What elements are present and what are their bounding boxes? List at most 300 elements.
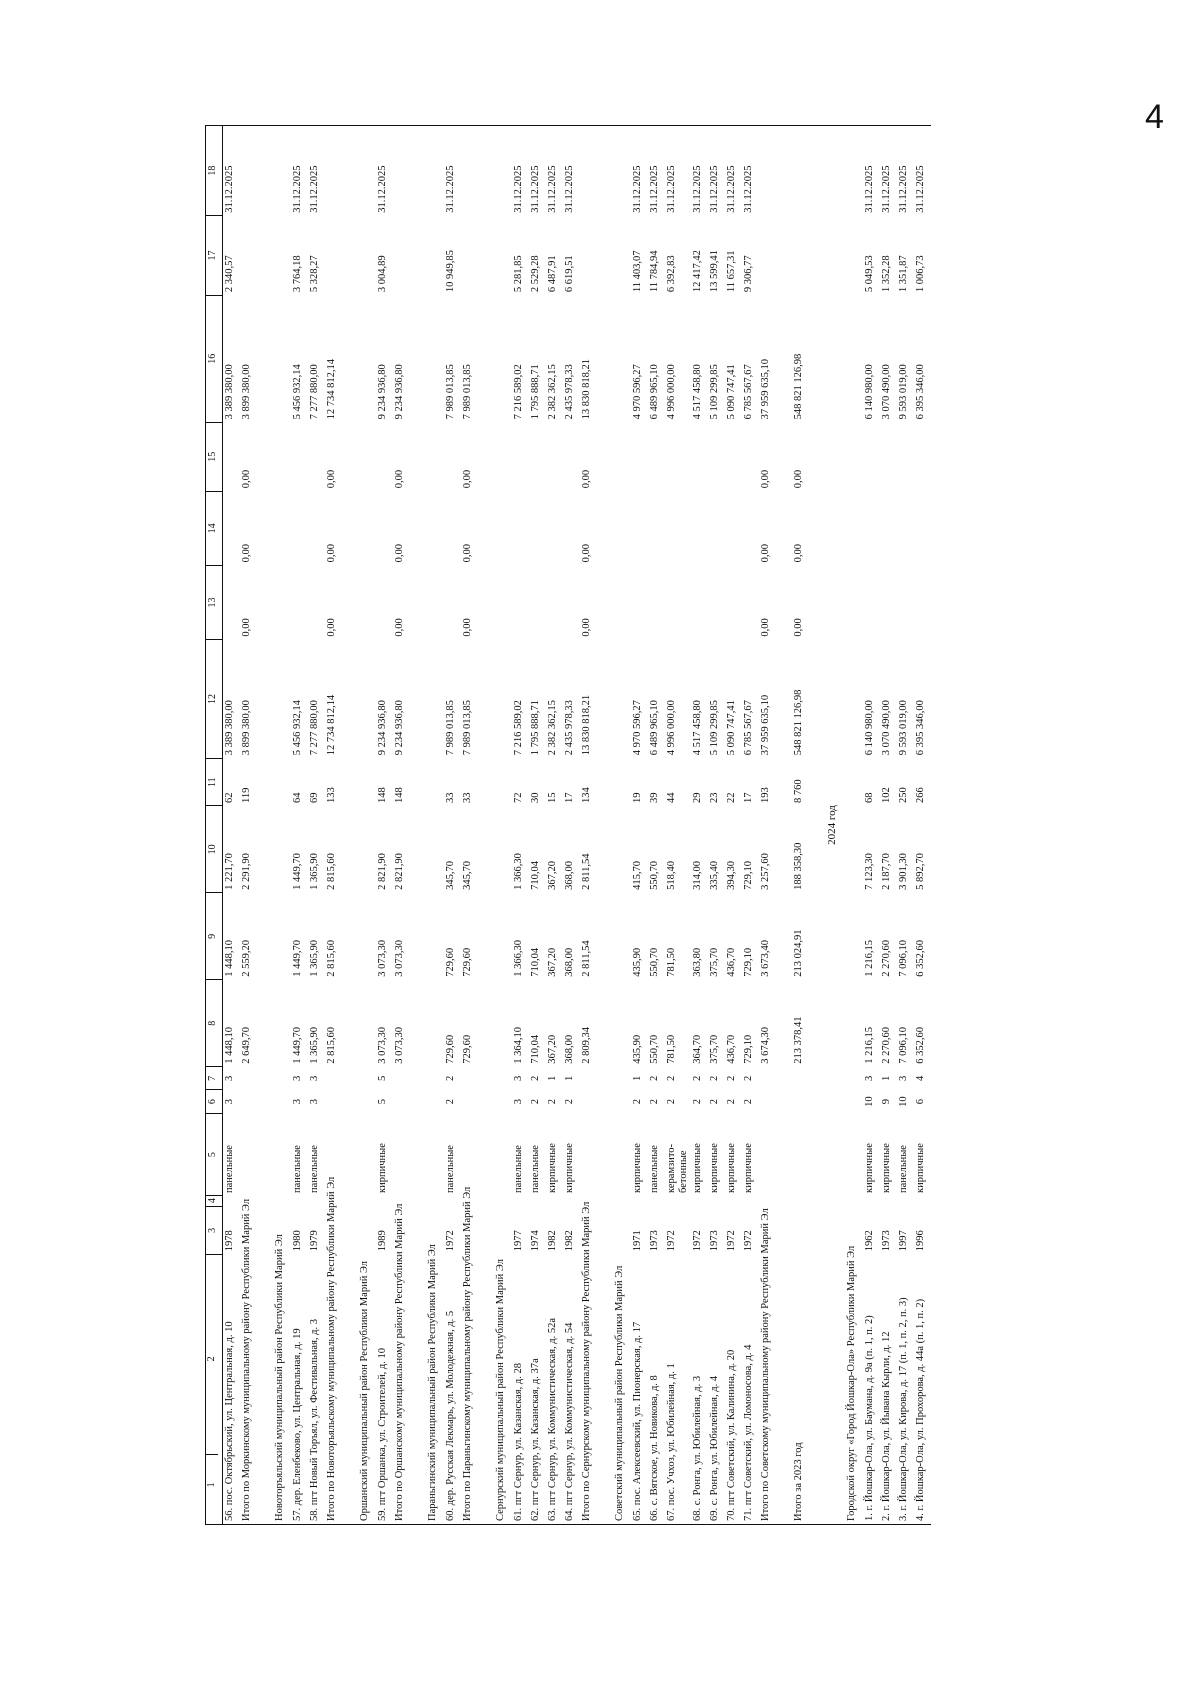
column-number-header: 13 (206, 565, 223, 639)
spacer-cell (478, 491, 494, 565)
wall-material-cell: кирпичные (632, 1143, 643, 1193)
column-number-header-1-2 (206, 1254, 223, 1524)
table-cell (897, 422, 914, 491)
wall-material-cell: панельные (309, 1145, 320, 1193)
spacer-cell (257, 980, 273, 1067)
table-cell: 31.12.2025 (742, 126, 759, 216)
table-cell (897, 491, 914, 565)
table-cell: 3 (513, 1099, 524, 1105)
table-cell (880, 1196, 897, 1207)
table-cell: 2 382 362,15 (547, 364, 558, 420)
table-cell: 729,60 (445, 1034, 456, 1064)
total-row (792, 126, 809, 1525)
table-cell: 6 (915, 1099, 927, 1105)
table-cell: 335,40 (709, 861, 721, 890)
column-number-header: 3 (206, 1207, 223, 1255)
table-cell (880, 422, 897, 491)
table-cell: 33 (445, 792, 456, 803)
table-cell (914, 565, 931, 639)
wall-material-cell: панельные (513, 1145, 524, 1193)
table-cell: 550,70 (649, 861, 660, 890)
table-cell (546, 1196, 563, 1207)
table-cell: 31.12.2025 (691, 126, 708, 216)
wall-material-cell: кирпичные (726, 1143, 738, 1193)
table-cell: 9 234 936,80 (394, 364, 405, 420)
table-cell: 11 657,31 (726, 250, 738, 293)
table-cell: 9 234 936,80 (394, 700, 405, 756)
table-cell: 1972 (692, 1230, 704, 1252)
table-cell: 729,60 (462, 1034, 473, 1064)
wall-material-cell: кирпичные (709, 1143, 721, 1193)
spacer-cell (257, 1196, 273, 1207)
table-row (725, 126, 742, 1525)
table-cell: 1 (547, 1075, 558, 1081)
spacer-cell (597, 1113, 613, 1196)
spacer-cell (257, 126, 273, 216)
table-cell: 710,04 (530, 947, 541, 977)
spacer-cell (597, 640, 613, 759)
table-cell: 1 221,70 (224, 853, 235, 890)
total-label: Итого по Оршанскому муниципальному району Республики Марий Эл (393, 1067, 410, 1525)
spacer-cell (478, 126, 494, 216)
table-cell: 134 (581, 787, 592, 803)
table-cell (223, 422, 241, 491)
table-cell (308, 1196, 325, 1207)
wall-material-cell: панельные (292, 1145, 303, 1193)
table-cell: 69 (309, 792, 320, 803)
table-cell: 3 (309, 1099, 320, 1105)
column-number-header: 4 (206, 1196, 223, 1207)
table-cell (691, 1196, 708, 1207)
spacer-cell (342, 1254, 358, 1524)
table-cell: 2 (530, 1075, 541, 1081)
table-cell: 7 277 880,00 (309, 700, 320, 756)
table-cell: 6 489 965,10 (649, 700, 660, 756)
district-heading-row (273, 126, 291, 1525)
table-cell (914, 491, 931, 565)
district-heading: Новоторъяльский муниципальный район Республики Марий Эл (273, 126, 291, 1525)
table-cell: 6 352,60 (915, 1026, 927, 1064)
table-cell (308, 565, 325, 639)
table-cell: 3 674,30 (760, 1026, 772, 1064)
table-cell: 710,04 (530, 861, 541, 890)
table-cell: 729,10 (743, 1034, 755, 1064)
spacer-cell (342, 893, 358, 980)
table-cell: 62 (224, 792, 235, 803)
table-cell: 1972 (743, 1230, 755, 1252)
spacer-cell (257, 640, 273, 759)
column-number-header: 8 (206, 980, 223, 1067)
table-row (631, 126, 648, 1525)
table-cell: 2 291,90 (241, 853, 252, 890)
table-cell (665, 565, 691, 639)
table-cell: 0,00 (462, 618, 473, 637)
total-label: Итого по Сернурскому муниципальному району Республики Марий Эл (580, 1067, 597, 1525)
table-cell: 3 (898, 1075, 910, 1081)
wall-material-cell: панельные (445, 1145, 456, 1193)
table-cell (725, 422, 742, 491)
table-cell (648, 1196, 665, 1207)
table-cell: 2 435 978,33 (564, 700, 575, 756)
spacer-row (257, 126, 273, 1525)
table-row (863, 126, 880, 1525)
table-cell: 1 (564, 1075, 575, 1081)
table-row (914, 126, 931, 1525)
district-heading-row (494, 126, 512, 1525)
table-cell: 1971 (632, 1230, 643, 1252)
table-cell: 729,60 (462, 947, 473, 977)
table-cell: 12 734 812,14 (326, 358, 337, 420)
column-number-header: 17 (206, 216, 223, 295)
table-cell: 10 949,85 (445, 250, 456, 293)
column-number-header: 11 (206, 758, 223, 806)
spacer-cell (597, 1254, 613, 1524)
spacer-cell (342, 980, 358, 1067)
table-cell: 3 764,18 (292, 255, 303, 293)
table-cell (914, 1196, 931, 1207)
table-cell: 9 306,77 (743, 255, 755, 293)
table-cell (631, 422, 648, 491)
table-row (291, 126, 308, 1525)
spacer-cell (776, 1067, 792, 1090)
table-row (897, 126, 914, 1525)
table-cell: 250 (898, 787, 910, 803)
table-cell: 7 096,10 (898, 940, 910, 977)
table-cell: 0,00 (326, 544, 337, 563)
spacer-cell (410, 1196, 426, 1207)
spacer-cell (597, 126, 613, 216)
spacer-cell (342, 758, 358, 806)
table-cell: 9 234 936,80 (377, 364, 388, 420)
table-cell: 0,00 (793, 469, 805, 489)
table-cell: 0,00 (581, 544, 592, 563)
table-cell (291, 422, 308, 491)
table-cell (563, 491, 580, 565)
spacer-cell (809, 640, 825, 759)
spacer-cell (410, 806, 426, 893)
table-cell: 1977 (513, 1230, 524, 1252)
spacer-cell (478, 980, 494, 1067)
spacer-row (597, 126, 613, 1525)
address-cell: 68. с. Ронга, ул. Юбилейная, д. 3 (691, 1254, 708, 1524)
total-label: Итого по Параньгинскому муниципальному району Республики Марий Эл (461, 1067, 478, 1525)
spacer-cell (342, 491, 358, 565)
table-cell: 33 (462, 792, 473, 803)
table-cell (308, 422, 325, 491)
table-cell: 31.12.2025 (444, 126, 461, 216)
table-cell (291, 491, 308, 565)
table-cell: 2 340,57 (224, 255, 235, 293)
table-cell: 518,40 (666, 861, 677, 890)
column-number-header: 18 (206, 126, 223, 216)
table-cell: 5 049,53 (864, 255, 876, 293)
spacer-cell (776, 422, 792, 491)
table-cell: 19 (632, 792, 643, 803)
spacer-row (342, 126, 358, 1525)
spacer-cell (410, 491, 426, 565)
spacer-cell (478, 640, 494, 759)
table-cell: 1 216,15 (864, 1026, 876, 1064)
table-cell (376, 491, 393, 565)
table-cell: 1 365,90 (309, 940, 320, 977)
table-cell: 11 403,07 (632, 250, 643, 293)
table-cell: 0,00 (394, 469, 405, 489)
spacer-cell (809, 1207, 825, 1255)
wall-material-cell: панельные (649, 1145, 660, 1193)
table-cell: 1 (881, 1075, 893, 1081)
spacer-cell (410, 1090, 426, 1113)
table-cell: 13 830 818,21 (581, 358, 592, 420)
spacer-cell (597, 565, 613, 639)
spacer-cell (809, 1113, 825, 1196)
spacer-cell (776, 126, 792, 216)
table-cell: 5 109 299,85 (709, 364, 721, 420)
table-cell: 2 (666, 1099, 677, 1105)
wall-material-cell: кирпичные (377, 1143, 388, 1193)
table-cell: 133 (326, 787, 337, 803)
table-cell: 9 234 936,80 (377, 700, 388, 756)
table-cell: 3 (292, 1075, 303, 1081)
spacer-cell (342, 126, 358, 216)
table-cell: 2 (666, 1075, 677, 1081)
district-heading: Сернурский муниципальный район Республики Марий Эл (494, 126, 512, 1525)
spacer-cell (478, 1207, 494, 1255)
table-cell: 1 365,90 (309, 853, 320, 890)
table-cell (291, 565, 308, 639)
table-row (223, 126, 241, 1525)
spacer-cell (809, 758, 825, 806)
table-cell: 1962 (864, 1230, 876, 1252)
spacer-cell (342, 1113, 358, 1196)
spacer-cell (809, 1254, 825, 1524)
table-cell: 2 811,54 (581, 853, 592, 890)
table-row (880, 126, 897, 1525)
table-cell: 148 (394, 787, 405, 803)
table-cell: 7 989 013,85 (445, 364, 456, 420)
spacer-cell (809, 491, 825, 565)
table-cell: 2 821,90 (394, 853, 405, 890)
table-cell: 31.12.2025 (914, 126, 931, 216)
spacer-cell (257, 1254, 273, 1524)
table-cell: 2 270,60 (881, 1026, 893, 1064)
table-cell (665, 422, 691, 491)
table-row (376, 126, 393, 1525)
table-cell: 1 352,28 (881, 255, 893, 293)
column-number-header: 12 (206, 640, 223, 759)
table-cell: 1 795 888,71 (530, 364, 541, 420)
table-cell: 188 358,30 (793, 842, 805, 890)
table-body (223, 126, 932, 1525)
table-cell: 368,00 (564, 1034, 575, 1064)
table-cell: 31.12.2025 (291, 126, 308, 216)
table-cell: 31.12.2025 (880, 126, 897, 216)
table-cell: 2 559,20 (241, 940, 252, 977)
spacer-cell (478, 893, 494, 980)
table-cell: 3 899 380,00 (241, 364, 252, 420)
column-number-header: 16 (206, 295, 223, 422)
table-cell: 7 989 013,85 (462, 700, 473, 756)
spacer-cell (478, 758, 494, 806)
column-number-header: 6 (206, 1090, 223, 1113)
page-number: 4 (1145, 98, 1164, 136)
table-cell: 2 (445, 1075, 456, 1081)
table-cell: 4 996 000,00 (666, 364, 677, 420)
wall-material-cell: кирпичные (692, 1143, 704, 1193)
table-cell: 2 815,60 (326, 1026, 337, 1064)
total-row (325, 126, 342, 1525)
spacer-cell (809, 565, 825, 639)
table-cell: 5 456 932,14 (292, 700, 303, 756)
spacer-cell (257, 565, 273, 639)
spacer-cell (410, 980, 426, 1067)
table-cell (512, 565, 529, 639)
table-cell (393, 126, 410, 216)
spacer-cell (597, 491, 613, 565)
table-cell: 550,70 (649, 1034, 660, 1064)
wall-material-cell: кирпичные (881, 1143, 893, 1193)
table-cell: 367,20 (547, 861, 558, 890)
table-cell (691, 565, 708, 639)
table-cell (444, 491, 461, 565)
table-cell (529, 491, 546, 565)
table-cell: 1978 (224, 1230, 235, 1252)
table-cell: 550,70 (649, 947, 660, 977)
table-cell: 2 270,60 (881, 940, 893, 977)
spacer-cell (478, 565, 494, 639)
table-cell: 11 784,94 (649, 250, 660, 293)
spacer-cell (809, 1067, 825, 1090)
table-cell: 7 096,10 (898, 1026, 910, 1064)
column-number-header: 15 (206, 422, 223, 491)
table-cell: 1972 (726, 1230, 738, 1252)
spacer-cell (342, 422, 358, 491)
table-cell: 0,00 (581, 469, 592, 489)
table-cell: 548 821 126,98 (793, 353, 805, 420)
spacer-cell (410, 758, 426, 806)
table-cell (546, 422, 563, 491)
table-cell: 2 529,28 (530, 255, 541, 293)
total-row (461, 126, 478, 1525)
table-cell: 1 366,30 (513, 853, 524, 890)
table-cell: 4 (915, 1075, 927, 1081)
table-cell (631, 565, 648, 639)
column-number-header: 14 (206, 491, 223, 565)
total-row (240, 126, 257, 1525)
table-cell: 6 392,83 (666, 255, 677, 293)
table-cell (563, 422, 580, 491)
table-cell: 10 (898, 1096, 910, 1107)
address-cell: 65. пос. Алексеевский, ул. Пионерская, д. 17 (631, 1254, 648, 1524)
year-heading: 2024 год (825, 126, 845, 1525)
table-cell: 5 892,70 (915, 853, 927, 890)
year-heading-row (825, 126, 845, 1525)
table-cell: 3 899 380,00 (241, 700, 252, 756)
table-cell: 13 830 818,21 (581, 694, 592, 756)
table-cell (742, 565, 759, 639)
spacer-cell (257, 1067, 273, 1090)
table-cell: 1 351,87 (898, 255, 910, 293)
district-heading: Параньгинский муниципальный район Республики Марий Эл (426, 126, 444, 1525)
table-cell: 2 (649, 1075, 660, 1081)
table-cell (691, 422, 708, 491)
total-label: Итого по Советскому муниципальному району Республики Марий Эл (759, 1067, 776, 1525)
table-cell: 2 435 978,33 (564, 364, 575, 420)
table-cell: 3 901,30 (898, 853, 910, 890)
table-cell: 2 815,60 (326, 940, 337, 977)
table-cell: 7 277 880,00 (309, 364, 320, 420)
spacer-cell (410, 126, 426, 216)
spacer-cell (597, 1207, 613, 1255)
table-cell (863, 422, 880, 491)
spacer-cell (809, 1196, 825, 1207)
table-cell: 0,00 (793, 618, 805, 637)
spacer-cell (478, 422, 494, 491)
table-cell (708, 491, 725, 565)
table-cell: 781,50 (666, 1034, 677, 1064)
table-cell: 3 257,60 (760, 853, 772, 890)
spacer-cell (257, 216, 273, 295)
table-cell: 4 517 458,80 (692, 700, 704, 756)
table-row (444, 126, 461, 1525)
table-cell: 31.12.2025 (648, 126, 665, 216)
table-cell: 5 109 299,85 (709, 700, 721, 756)
spacer-cell (478, 1254, 494, 1524)
spacer-cell (342, 1090, 358, 1113)
table-cell: 5 (377, 1099, 388, 1105)
table-cell: 3 073,30 (394, 940, 405, 977)
total-label: Итого за 2023 год (792, 1067, 809, 1525)
spacer-cell (776, 806, 792, 893)
table-cell: 1 (632, 1075, 643, 1081)
address-cell: 56. пос. Октябрьский, ул. Центральная, д. 10 (223, 1254, 241, 1524)
table-cell: 2 382 362,15 (547, 700, 558, 756)
table-cell (725, 565, 742, 639)
spacer-cell (597, 980, 613, 1067)
spacer-cell (776, 491, 792, 565)
table-cell: 1 449,70 (292, 853, 303, 890)
address-cell: 2. г. Йошкар-Ола, ул. Йывана Кырли, д. 12 (880, 1254, 897, 1524)
table-cell: 6 785 567,67 (743, 364, 755, 420)
spacer-cell (257, 1090, 273, 1113)
address-cell: 70. пгт Советский, ул. Калинина, д. 20 (725, 1254, 742, 1524)
table-cell: 1 366,30 (513, 940, 524, 977)
district-heading: Городской округ «Город Йошкар-Ола» Республики Марий Эл (845, 126, 863, 1525)
table-cell (512, 422, 529, 491)
rotated-table-frame (205, 125, 995, 1525)
spacer-cell (410, 893, 426, 980)
spacer-cell (257, 758, 273, 806)
wall-material-cell: панельные (224, 1145, 235, 1193)
table-cell (631, 491, 648, 565)
table-cell (648, 491, 665, 565)
table-cell: 119 (241, 787, 252, 803)
table-cell: 3 (513, 1075, 524, 1081)
table-cell: 4 970 596,27 (632, 364, 643, 420)
table-cell: 3 073,30 (394, 1026, 405, 1064)
spacer-cell (809, 1090, 825, 1113)
spacer-cell (478, 1090, 494, 1113)
table-cell: 2 (445, 1099, 456, 1105)
spacer-cell (776, 1113, 792, 1196)
table-cell: 363,80 (692, 947, 704, 977)
spacer-cell (410, 1254, 426, 1524)
table-cell: 31.12.2025 (897, 126, 914, 216)
table-cell: 6 619,51 (564, 255, 575, 293)
spacer-cell (809, 980, 825, 1067)
table-header-row (206, 126, 223, 1525)
table-cell: 6 487,91 (547, 255, 558, 293)
table-cell: 6 395 346,00 (915, 700, 927, 756)
